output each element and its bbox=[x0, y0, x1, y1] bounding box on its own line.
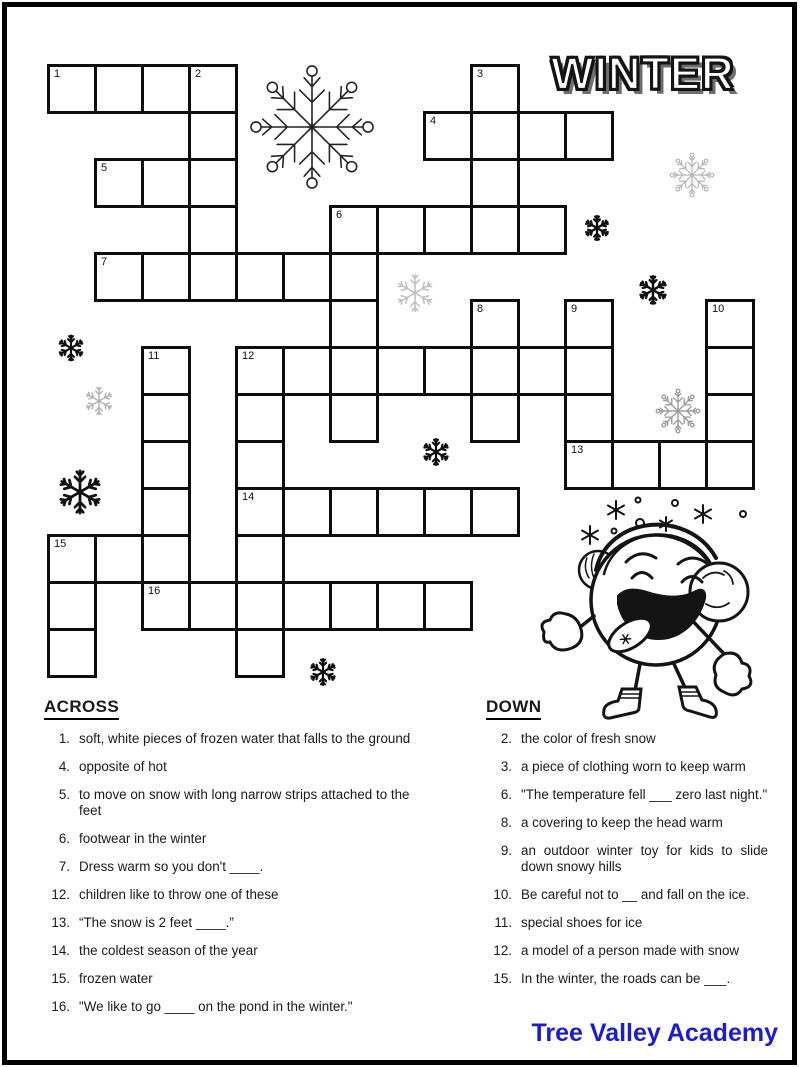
grid-cell[interactable] bbox=[329, 393, 379, 443]
clue-number: 6. bbox=[500, 787, 512, 802]
clue-text: soft, white pieces of frozen water that falls to the ground bbox=[79, 731, 411, 746]
snowflake-icon bbox=[656, 389, 700, 433]
clue-text: a model of a person made with snow bbox=[521, 942, 740, 958]
clue-text: an outdoor winter toy for kids to slide down snowy hills bbox=[521, 843, 768, 874]
grid-cell[interactable] bbox=[423, 487, 473, 537]
clue-item bbox=[486, 887, 800, 903]
grid-cell[interactable] bbox=[705, 440, 755, 490]
cell-number: 3 bbox=[477, 68, 484, 80]
grid-cell[interactable] bbox=[517, 111, 567, 161]
clue-item bbox=[44, 971, 424, 987]
grid-cell[interactable] bbox=[94, 64, 144, 114]
cell-number: 12 bbox=[242, 350, 255, 362]
left-mitten bbox=[542, 613, 582, 650]
clue-text: Dress warm so you don't ____. bbox=[79, 858, 264, 874]
clue-number: 5. bbox=[58, 787, 70, 802]
clue-number: 11. bbox=[494, 914, 512, 930]
grid-cell[interactable] bbox=[47, 628, 97, 678]
grid-cell[interactable] bbox=[282, 581, 332, 631]
grid-cell[interactable] bbox=[329, 205, 379, 255]
grid-cell[interactable] bbox=[376, 346, 426, 396]
grid-cell[interactable] bbox=[141, 346, 191, 396]
clue-number: 12. bbox=[493, 942, 512, 958]
clue-number: 16. bbox=[51, 998, 70, 1014]
cell-number: 16 bbox=[148, 585, 161, 597]
clue-text: "We like to go ____ on the pond in the winter." bbox=[79, 998, 353, 1014]
grid-cell[interactable] bbox=[141, 393, 191, 443]
clue-text: the coldest season of the year bbox=[79, 942, 258, 958]
snowflake-icon bbox=[59, 336, 83, 361]
clue-item bbox=[44, 859, 424, 875]
clue-item bbox=[486, 787, 800, 803]
clue-number: 9. bbox=[500, 843, 512, 858]
grid-cell[interactable] bbox=[564, 440, 614, 490]
grid-cell[interactable] bbox=[423, 205, 473, 255]
grid-cell[interactable] bbox=[376, 581, 426, 631]
grid-cell[interactable] bbox=[47, 64, 97, 114]
snowflake-icon bbox=[670, 153, 714, 197]
clue-number: 6. bbox=[58, 830, 70, 846]
page-title: WINTER bbox=[551, 48, 735, 99]
grid-cell[interactable] bbox=[141, 64, 191, 114]
grid-cell[interactable] bbox=[141, 440, 191, 490]
across-clue-list bbox=[44, 731, 424, 1014]
clue-text: In the winter, the roads can be ___. bbox=[521, 970, 731, 986]
grid-cell[interactable] bbox=[470, 111, 520, 161]
clue-number: 2. bbox=[500, 731, 512, 746]
clue-number: 12. bbox=[51, 886, 70, 902]
clue-text: the color of fresh snow bbox=[521, 731, 656, 746]
grid-cell[interactable] bbox=[705, 299, 755, 349]
grid-cell[interactable] bbox=[235, 534, 285, 584]
clue-number: 4. bbox=[58, 759, 70, 774]
clue-number: 8. bbox=[500, 815, 512, 830]
grid-cell[interactable] bbox=[235, 252, 285, 302]
clue-item bbox=[486, 759, 800, 775]
snowflake-icon bbox=[59, 471, 101, 513]
snowflake-icon bbox=[85, 387, 112, 415]
clue-text: children like to throw one of these bbox=[79, 886, 279, 902]
clue-item bbox=[486, 971, 800, 987]
clue-text: to move on snow with long narrow strips attached to the feet bbox=[79, 787, 410, 818]
grid-cell[interactable] bbox=[94, 534, 144, 584]
grid-cell[interactable] bbox=[235, 346, 285, 396]
snowflake-icon bbox=[251, 66, 373, 188]
grid-cell[interactable] bbox=[705, 393, 755, 443]
clue-item bbox=[486, 815, 800, 831]
cell-number: 6 bbox=[336, 209, 343, 221]
clue-text: a piece of clothing worn to keep warm bbox=[521, 759, 746, 774]
clue-number: 10. bbox=[493, 886, 512, 902]
clue-number: 1. bbox=[58, 731, 70, 746]
cell-number: 15 bbox=[54, 538, 67, 550]
grid-cell[interactable] bbox=[235, 487, 285, 537]
clue-number: 14. bbox=[51, 942, 70, 958]
grid-cell[interactable] bbox=[564, 393, 614, 443]
cell-number: 2 bbox=[195, 68, 202, 80]
brand-text: Tree Valley Academy bbox=[531, 1019, 778, 1047]
clue-number: 15. bbox=[493, 970, 512, 986]
grid-cell[interactable] bbox=[235, 440, 285, 490]
grid-cell[interactable] bbox=[141, 487, 191, 537]
snowman-mouth bbox=[618, 590, 705, 639]
grid-cell[interactable] bbox=[470, 205, 520, 255]
grid-cell[interactable] bbox=[611, 440, 661, 490]
cell-number: 11 bbox=[148, 350, 160, 362]
clue-text: a covering to keep the head warm bbox=[521, 815, 723, 830]
grid-cell[interactable] bbox=[188, 111, 238, 161]
snowflake-icon bbox=[310, 659, 335, 685]
right-earmuff bbox=[690, 563, 748, 621]
cell-number: 10 bbox=[712, 303, 725, 315]
grid-cell[interactable] bbox=[470, 393, 520, 443]
grid-cell[interactable] bbox=[470, 299, 520, 349]
grid-cell[interactable] bbox=[188, 581, 238, 631]
grid-cell[interactable] bbox=[235, 581, 285, 631]
grid-cell[interactable] bbox=[94, 252, 144, 302]
grid-cell[interactable] bbox=[329, 487, 379, 537]
grid-cell[interactable] bbox=[282, 346, 332, 396]
grid-cell[interactable] bbox=[282, 487, 332, 537]
cell-number: 9 bbox=[571, 303, 578, 315]
grid-cell[interactable] bbox=[470, 346, 520, 396]
grid-cell[interactable] bbox=[329, 346, 379, 396]
clue-item bbox=[44, 999, 424, 1015]
clue-item bbox=[44, 887, 424, 903]
grid-cell[interactable] bbox=[329, 581, 379, 631]
clue-number: 7. bbox=[58, 858, 70, 874]
across-section bbox=[44, 697, 424, 1027]
grid-cell[interactable] bbox=[423, 581, 473, 631]
clue-text: "The temperature fell ___ zero last night." bbox=[521, 787, 768, 802]
grid-cell[interactable] bbox=[235, 393, 285, 443]
grid-cell[interactable] bbox=[141, 534, 191, 584]
grid-cell[interactable] bbox=[47, 534, 97, 584]
clue-item bbox=[486, 943, 800, 959]
grid-cell[interactable] bbox=[517, 205, 567, 255]
grid-cell[interactable] bbox=[235, 628, 285, 678]
cell-number: 8 bbox=[477, 303, 484, 315]
clue-text: special shoes for ice bbox=[521, 914, 643, 930]
grid-cell[interactable] bbox=[705, 346, 755, 396]
clue-number: 15. bbox=[51, 970, 70, 986]
clue-text: frozen water bbox=[79, 970, 153, 986]
left-earmuff bbox=[579, 551, 617, 589]
clue-item bbox=[44, 831, 424, 847]
clue-item bbox=[44, 787, 424, 818]
clue-text: footwear in the winter bbox=[79, 830, 207, 846]
right-mitten bbox=[714, 653, 751, 695]
grid-cell[interactable] bbox=[329, 299, 379, 349]
grid-cell[interactable] bbox=[188, 64, 238, 114]
clue-number: 13. bbox=[51, 914, 70, 930]
grid-cell[interactable] bbox=[376, 487, 426, 537]
clue-item bbox=[44, 943, 424, 959]
down-clue-list bbox=[486, 731, 800, 986]
grid-cell[interactable] bbox=[329, 252, 379, 302]
cell-number: 13 bbox=[571, 444, 584, 456]
snowman-head bbox=[591, 535, 721, 665]
clue-text: opposite of hot bbox=[79, 759, 167, 774]
clue-text: Be careful not to __ and fall on the ice. bbox=[521, 886, 750, 902]
snowflake-icon bbox=[397, 275, 433, 312]
down-header: DOWN bbox=[486, 697, 541, 720]
cell-number: 14 bbox=[242, 491, 255, 503]
grid-cell[interactable] bbox=[188, 158, 238, 208]
clue-item bbox=[44, 731, 424, 747]
clue-text: “The snow is 2 feet ____.” bbox=[79, 914, 234, 930]
grid-cell[interactable] bbox=[564, 346, 614, 396]
down-section bbox=[486, 697, 800, 999]
grid-cell[interactable] bbox=[188, 252, 238, 302]
clue-item bbox=[44, 915, 424, 931]
snowflake-icon bbox=[423, 439, 448, 465]
clue-item bbox=[486, 843, 800, 874]
clue-item bbox=[486, 915, 800, 931]
grid-cell[interactable] bbox=[423, 111, 473, 161]
snowflake-icon bbox=[585, 216, 609, 240]
clue-item bbox=[44, 759, 424, 775]
grid-cell[interactable] bbox=[564, 111, 614, 161]
across-header: ACROSS bbox=[44, 697, 119, 720]
grid-cell[interactable] bbox=[141, 158, 191, 208]
clue-item bbox=[486, 731, 800, 747]
grid-cell[interactable] bbox=[47, 581, 97, 631]
cell-number: 5 bbox=[101, 162, 108, 174]
grid-cell[interactable] bbox=[564, 299, 614, 349]
grid-cell[interactable] bbox=[470, 158, 520, 208]
grid-cell[interactable] bbox=[517, 346, 567, 396]
sparkle-icons bbox=[582, 498, 746, 545]
snowflake-icon bbox=[639, 276, 666, 304]
grid-cell[interactable] bbox=[282, 252, 332, 302]
grid-cell[interactable] bbox=[141, 252, 191, 302]
clue-number: 3. bbox=[500, 759, 512, 774]
grid-cell[interactable] bbox=[470, 487, 520, 537]
grid-cell[interactable] bbox=[658, 440, 708, 490]
cell-number: 7 bbox=[101, 256, 108, 268]
grid-cell[interactable] bbox=[188, 205, 238, 255]
grid-cell[interactable] bbox=[423, 346, 473, 396]
cell-number: 1 bbox=[54, 68, 61, 80]
cell-number: 4 bbox=[430, 115, 437, 127]
grid-cell[interactable] bbox=[141, 581, 191, 631]
grid-cell[interactable] bbox=[94, 158, 144, 208]
grid-cell[interactable] bbox=[470, 64, 520, 114]
grid-cell[interactable] bbox=[376, 205, 426, 255]
